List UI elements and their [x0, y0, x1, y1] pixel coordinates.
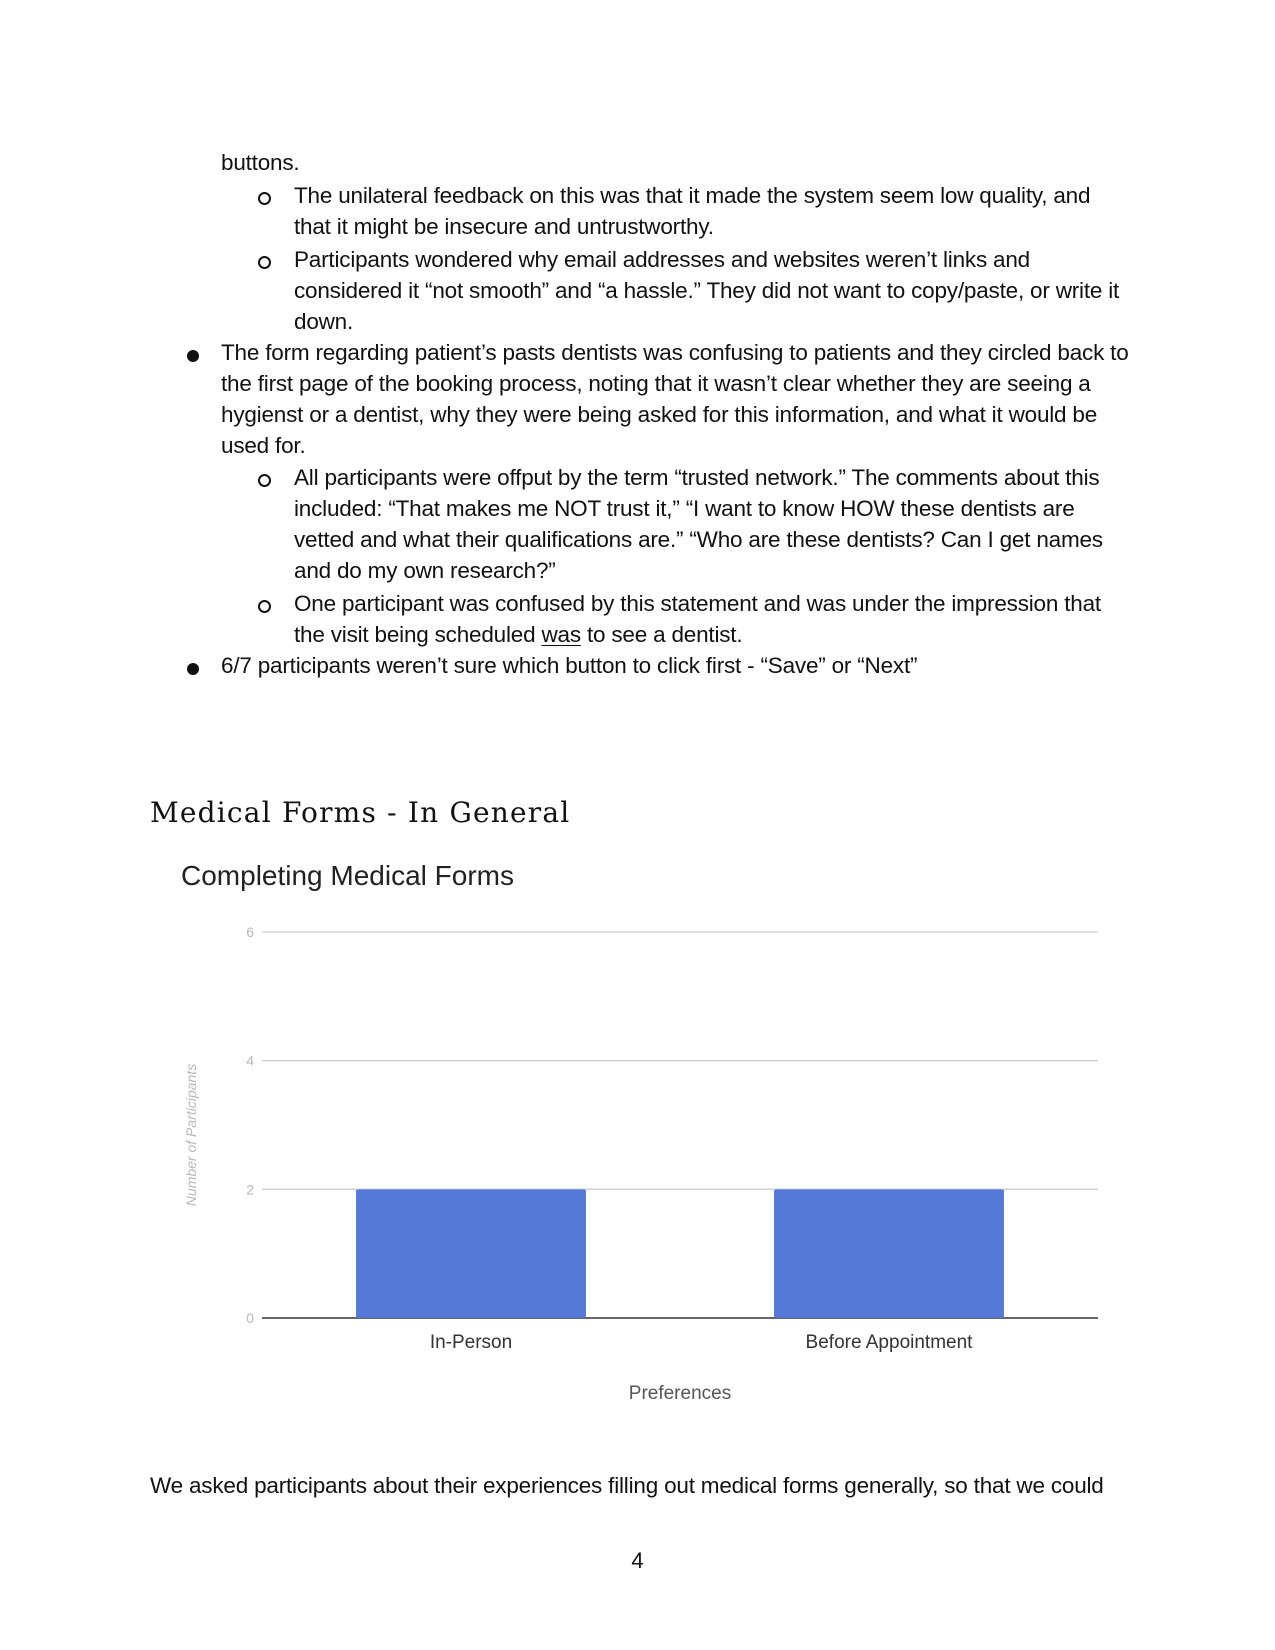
chart-bar: [774, 1189, 1004, 1318]
text-line: and do my own research?”: [294, 558, 556, 583]
chart-y-tick-label: 4: [246, 1052, 254, 1069]
chart-x-tick-label: In-Person: [429, 1332, 513, 1353]
chart-x-tick-label: Before Appointment: [805, 1332, 973, 1353]
text-line: 6/7 participants weren’t sure which button to click first - “Save” or “Next”: [221, 653, 918, 678]
section-heading: Medical Forms - In General: [150, 796, 571, 829]
text-line: The form regarding patient’s pasts dentists was confusing to patients and they circled back to: [221, 340, 1129, 365]
page-number: 4: [631, 1548, 644, 1573]
text-line: included: “That makes me NOT trust it,” “I want to know HOW these dentists are: [294, 496, 1075, 521]
text-line: that it might be insecure and untrustworthy.: [294, 214, 714, 239]
chart-y-axis-label: Number of Participants: [183, 1063, 199, 1207]
text-line: All participants were offput by the term “trusted network.” The comments about this: [294, 465, 1100, 490]
chart-bars: [356, 1189, 1004, 1318]
text-line: buttons.: [221, 150, 300, 175]
text-line: hygienst or a dentist, why they were being asked for this information, and what it would be: [221, 402, 1098, 427]
text-line: the first page of the booking process, noting that it wasn’t clear whether they are seeing a: [221, 371, 1091, 396]
paragraph-line: We asked participants about their experiences filling out medical forms generally, so that we could: [150, 1473, 1104, 1498]
text-fragment: to see a dentist.: [580, 622, 743, 647]
chart-y-tick-label: 6: [246, 924, 254, 940]
chart-y-tick-label: 2: [246, 1181, 254, 1198]
chart-x-ticks: [430, 1332, 973, 1353]
text-line: Participants wondered why email addresses and websites weren’t links and: [294, 247, 1030, 272]
chart-bar: [356, 1189, 586, 1318]
text-line: used for.: [221, 433, 306, 458]
text-line: considered it “not smooth” and “a hassle.” They did not want to copy/paste, or write it: [294, 278, 1120, 303]
chart-title: Completing Medical Forms: [181, 860, 514, 891]
underlined-word: was: [541, 622, 581, 647]
text-line: down.: [294, 309, 354, 334]
text-fragment: the visit being scheduled: [294, 622, 542, 647]
chart-y-ticks: [246, 924, 254, 1326]
chart-y-tick-label: 0: [246, 1310, 254, 1326]
chart-x-axis-label: Preferences: [628, 1383, 732, 1404]
text-line: vetted and what their qualifications are.” “Who are these dentists? Can I get names: [294, 527, 1103, 552]
text-line: One participant was confused by this statement and was under the impression that: [294, 591, 1101, 616]
text-line: The unilateral feedback on this was that it made the system seem low quality, and: [294, 183, 1091, 208]
